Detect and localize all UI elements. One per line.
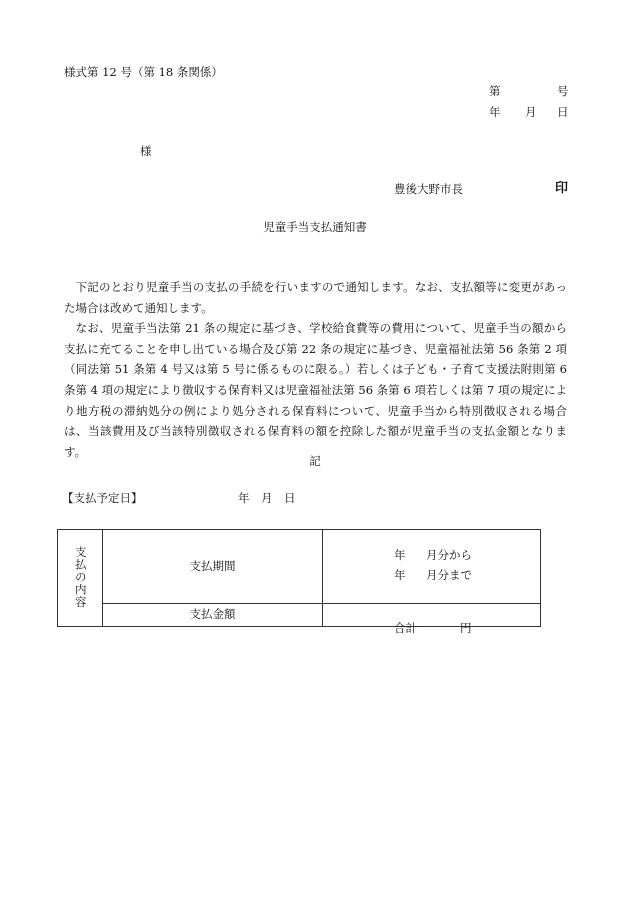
body-paragraph-2: なお、児童手当法第 21 条の規定に基づき、学校給食費等の費用について、児童手当の額から支払に充てることを申し出ている場合及び第 22 条の規定に基づき、児童福祉法第 56 条第 2 項（同法第 51 条第 4 号又は第 5 号に係るものに限る。）若しくは子ども・子育て支援法附則第 6 条第 4 項の規定により徴収する保育料又は児童福祉法第 56 条第 6 項若しくは第 7 項の規定により地方税の滞納処分の例により処分される保育料について、児童手当から特別徴収される場合は、当該費用及び当該特別徴収される保育料の額を控除した額が児童手当の支払金額となります。: [64, 321, 567, 459]
payment-period-label: 支払期間: [103, 530, 323, 604]
form-number: 様式第 12 号（第 18 条関係）: [64, 65, 223, 79]
payment-period-row: [58, 530, 541, 604]
issue-date-day: 日: [557, 105, 569, 119]
document-number-prefix: 第: [489, 84, 501, 98]
notice-body: [64, 277, 567, 462]
payment-content-header-cell: [58, 530, 103, 627]
issuer-name: 豊後大野市長: [394, 182, 463, 196]
payment-content-header: 支払の内容: [73, 545, 88, 608]
document-number-suffix: 号: [557, 84, 569, 98]
payment-details-table: [57, 529, 541, 636]
payment-date-label: 【支払予定日】: [62, 491, 143, 505]
document-title: 児童手当支払通知書: [263, 220, 367, 234]
period-to-text: 月分まで: [426, 567, 472, 582]
total-label: 合計: [394, 621, 417, 636]
issue-date-year: 年: [489, 105, 501, 119]
payment-date-year: 年: [238, 491, 250, 505]
ki-heading: 記: [309, 454, 321, 468]
payment-date-month: 月: [261, 491, 273, 505]
issue-date-month: 月: [525, 105, 537, 119]
payment-date-day: 日: [284, 491, 296, 505]
period-from-text: 月分から: [426, 547, 472, 562]
payment-amount-label: 支払金額: [103, 604, 323, 627]
total-unit: 円: [460, 621, 472, 636]
addressee-honorific: 様: [140, 144, 152, 158]
payment-amount-row: [58, 604, 541, 627]
seal-mark: 印: [555, 181, 569, 196]
payment-period-value: [323, 530, 541, 604]
period-from-year: 年: [394, 547, 406, 562]
period-to-year: 年: [394, 567, 406, 582]
payment-amount-value: [323, 604, 541, 636]
body-paragraph-1: 下記のとおり児童手当の支払の手続を行いますので通知します。なお、支払額等に変更があった場合は改めて通知します。: [64, 280, 567, 315]
